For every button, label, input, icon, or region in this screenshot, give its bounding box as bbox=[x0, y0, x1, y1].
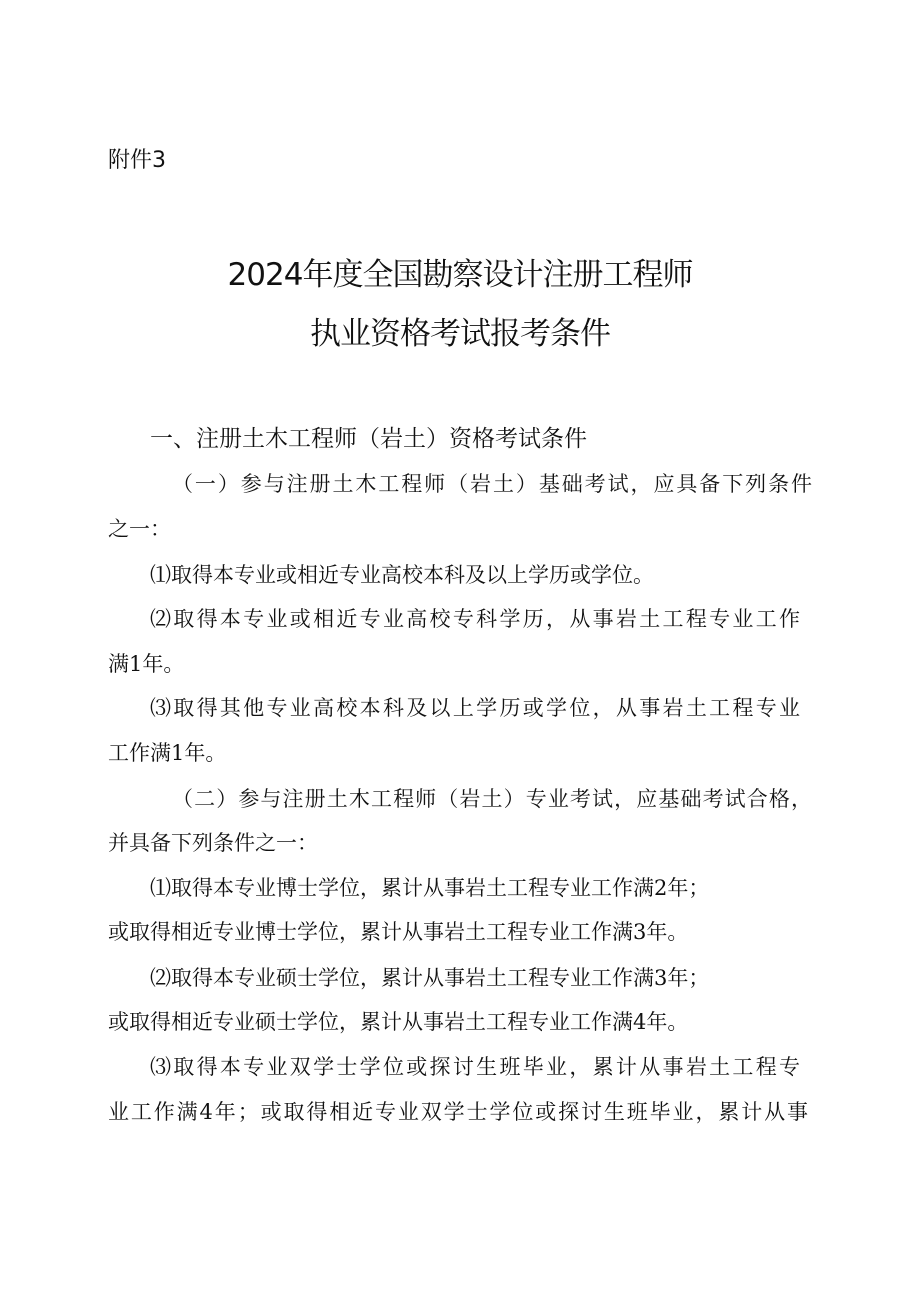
part2-item3-line2: 业工作满4年；或取得相近专业双学士学位或探讨生班毕业，累计从事 bbox=[108, 1100, 808, 1124]
part2-item3-line1: ⑶取得本专业双学士学位或探讨生班毕业，累计从事岩土工程专 bbox=[150, 1055, 800, 1079]
part1-intro-line2: 之一： bbox=[108, 517, 171, 541]
attachment-label: 附件3 bbox=[108, 148, 166, 173]
part2-item1-line1: ⑴取得本专业博士学位，累计从事岩土工程专业工作满2年； bbox=[150, 876, 710, 900]
part2-intro-line2: 并具备下列条件之一： bbox=[108, 831, 318, 855]
part1-item2-line2: 满1年。 bbox=[108, 652, 185, 676]
document-title-line2: 执业资格考试报考条件 bbox=[310, 316, 610, 352]
part1-intro-line1: （一）参与注册土木工程师（岩土）基础考试，应具备下列条件 bbox=[172, 472, 812, 496]
part2-intro-line1: （二）参与注册土木工程师（岩土）专业考试，应基础考试合格， bbox=[172, 787, 812, 811]
part2-item2-line2: 或取得相近专业硕士学位，累计从事岩土工程专业工作满4年。 bbox=[108, 1010, 689, 1034]
part1-item2-line1: ⑵取得本专业或相近专业高校专科学历，从事岩土工程专业工作 bbox=[150, 607, 800, 631]
part1-item1: ⑴取得本专业或相近专业高校本科及以上学历或学位。 bbox=[150, 563, 654, 587]
document-title-line1: 2024年度全国勘察设计注册工程师 bbox=[227, 257, 693, 293]
part1-item3-line2: 工作满1年。 bbox=[108, 741, 227, 765]
section-heading: 一、注册土木工程师（岩土）资格考试条件 bbox=[150, 426, 587, 452]
part1-item3-line1: ⑶取得其他专业高校本科及以上学历或学位，从事岩土工程专业 bbox=[150, 696, 800, 720]
part2-item1-line2: 或取得相近专业博士学位，累计从事岩土工程专业工作满3年。 bbox=[108, 920, 689, 944]
part2-item2-line1: ⑵取得本专业硕士学位，累计从事岩土工程专业工作满3年； bbox=[150, 966, 710, 990]
